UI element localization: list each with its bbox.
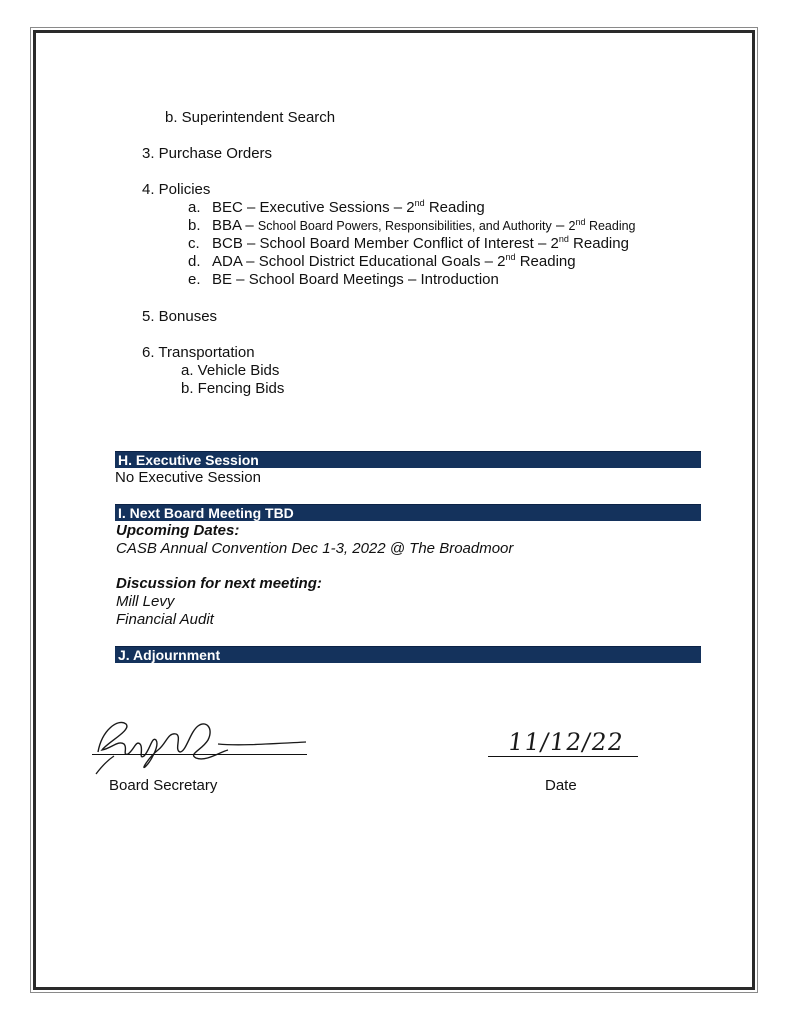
policy-reading-suffix: nd <box>414 198 425 208</box>
policy-reading-label: Reading <box>573 235 629 252</box>
agenda-item-transportation: 6. Transportation <box>142 344 255 361</box>
policy-title: Executive Sessions <box>259 199 390 216</box>
discussion-item-mill-levy: Mill Levy <box>116 593 175 610</box>
policy-letter: a. <box>188 199 201 216</box>
policy-reading-label: Reading <box>588 219 636 233</box>
policy-letter: b. <box>188 217 201 234</box>
policy-reading-number: 2 <box>550 235 559 252</box>
policy-code: BBA <box>212 217 242 234</box>
policy-letter: e. <box>188 271 201 288</box>
upcoming-dates-label: Upcoming Dates: <box>116 522 240 539</box>
handwritten-date: 11/12/22 <box>506 728 626 756</box>
policy-code: BCB <box>212 235 243 252</box>
policy-code: BEC <box>212 199 243 216</box>
board-secretary-signature <box>88 710 313 780</box>
discussion-label: Discussion for next meeting: <box>116 575 322 592</box>
policy-reading-suffix: nd <box>505 252 516 262</box>
policy-letter: c. <box>188 235 200 252</box>
board-secretary-label: Board Secretary <box>109 777 218 794</box>
policy-title: School Board Meetings <box>248 271 404 288</box>
upcoming-dates-text: CASB Annual Convention Dec 1-3, 2022 @ The Broadmoor <box>116 540 514 557</box>
transport-item-vehicle-bids: a. Vehicle Bids <box>181 362 280 379</box>
policy-title: School Board Powers, Responsibilities, and Authority <box>257 219 552 233</box>
policy-item-ada: d. ADA – School District Educational Goals – 2nd Reading <box>188 252 576 270</box>
executive-session-body: No Executive Session <box>115 469 261 486</box>
policy-reading-suffix: nd <box>558 234 569 244</box>
secretary-signature-line <box>92 754 307 755</box>
date-label: Date <box>545 777 577 794</box>
section-header-next-board-meeting: I. Next Board Meeting TBD <box>115 504 701 521</box>
policy-reading-number: 2 <box>406 199 415 216</box>
policy-item-bba: b. BBA – School Board Powers, Responsibilities, and Authority – 2nd Reading <box>188 216 636 234</box>
policy-reading-number: 2 <box>497 253 506 270</box>
policy-reading-label: Introduction <box>420 271 499 288</box>
transport-item-fencing-bids: b. Fencing Bids <box>181 380 285 397</box>
policy-reading-label: Reading <box>428 199 485 216</box>
policy-reading-suffix: nd <box>575 216 586 227</box>
agenda-item-policies: 4. Policies <box>142 181 211 198</box>
policy-code: ADA <box>212 253 243 270</box>
policy-code: BE <box>212 271 233 288</box>
section-header-executive-session: H. Executive Session <box>115 451 701 468</box>
agenda-item-superintendent-search: b. Superintendent Search <box>165 109 336 126</box>
date-signature-line <box>488 756 638 757</box>
agenda-item-bonuses: 5. Bonuses <box>142 308 218 325</box>
discussion-item-financial-audit: Financial Audit <box>116 611 214 628</box>
policy-reading-label: Reading <box>519 253 576 270</box>
policy-title: School Board Member Conflict of Interest <box>259 235 534 252</box>
policy-item-be: e. BE – School Board Meetings – Introduction <box>188 271 499 288</box>
agenda-item-purchase-orders: 3. Purchase Orders <box>142 145 273 162</box>
policy-title: School District Educational Goals <box>258 253 481 270</box>
policy-item-bcb: c. BCB – School Board Member Conflict of Interest – 2nd Reading <box>188 234 629 252</box>
policy-letter: d. <box>188 253 201 270</box>
policy-reading-number: 2 <box>568 219 576 233</box>
section-header-adjournment: J. Adjournment <box>115 646 701 663</box>
policy-item-bec: a. BEC – Executive Sessions – 2nd Reading <box>188 198 485 216</box>
